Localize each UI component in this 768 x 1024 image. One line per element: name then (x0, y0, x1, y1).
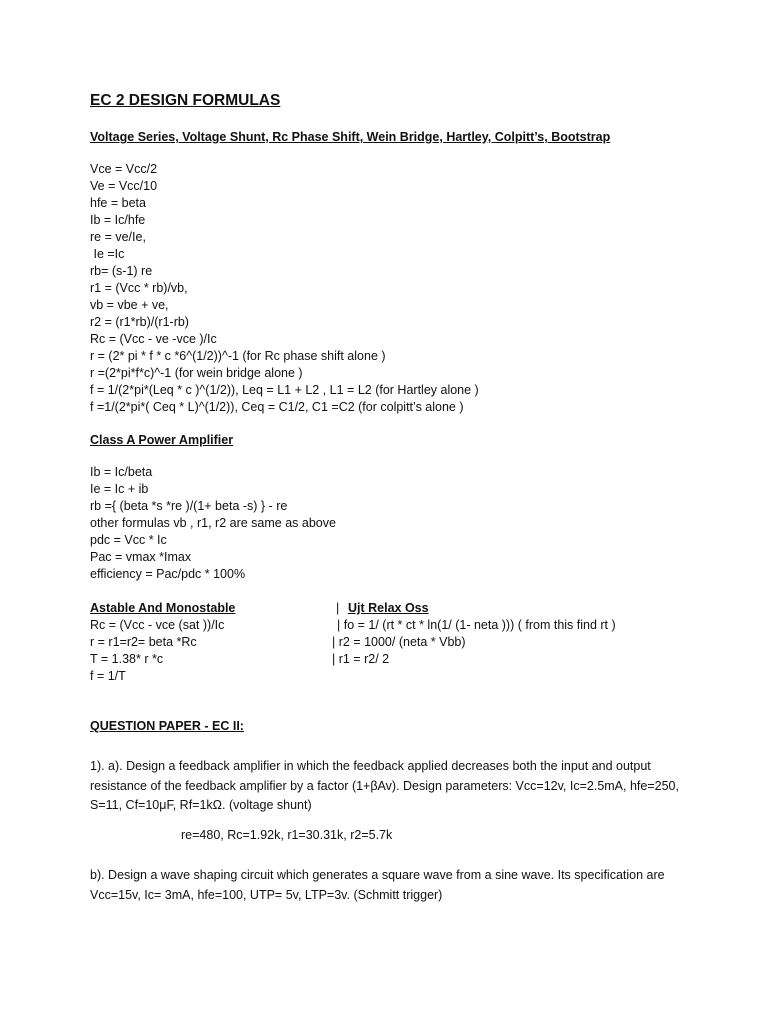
formula-line: rb= (s-1) re (90, 264, 153, 278)
formula-line: Vce = Vcc/2 (90, 162, 158, 176)
question-1a-answer: re=480, Rc=1.92k, r1=30.31k, r2=5.7k (181, 828, 393, 842)
formula-line: other formulas vb , r1, r2 are same as above (90, 516, 336, 530)
formula-line: r2 = (r1*rb)/(r1-rb) (90, 315, 189, 329)
formula-line: r =(2*pi*f*c)^-1 (for wein bridge alone ) (90, 366, 303, 380)
formula-line: Ib = Ic/hfe (90, 213, 146, 227)
formula-line: Ve = Vcc/10 (90, 179, 158, 193)
formula-line: rb ={ (beta *s *re )/(1+ beta -s) } - re (90, 499, 288, 513)
formula-line: | fo = 1/ (rt * ct * ln(1/ (1- neta ))) ( from this find rt ) (337, 618, 616, 632)
heading-separator: | (336, 601, 340, 615)
formula-line: efficiency = Pac/pdc * 100% (90, 567, 246, 581)
formula-line: f =1/(2*pi*( Ceq * L)^(1/2)), Ceq = C1/2, C1 =C2 (for colpitt’s alone ) (90, 400, 464, 414)
formula-line: hfe = beta (90, 196, 146, 210)
formula-line: | r2 = 1000/ (neta * Vbb) (332, 635, 466, 649)
question-1a: 1). a). Design a feedback amplifier in which the feedback applied decreases both the input and output resistance of the feedback amplifier by a factor (1+βAv). Design parameters: Vcc=12v, Ic=2.5mA, hfe=250, S=11, Cf=10μF, Rf=1kΩ. (voltage shunt) (90, 759, 679, 812)
formula-line: Ie =Ic (90, 247, 125, 261)
formula-line: Ie = Ic + ib (90, 482, 149, 496)
formula-line: re = ve/Ie, (90, 230, 146, 244)
formula-list-class-a (90, 464, 336, 583)
question-1b: b). Design a wave shaping circuit which generates a square wave from a sine wave. Its specification are Vcc=15v, Ic= 3mA, hfe=100, UTP= 5v, LTP=3v. (Schmitt trigger) (90, 868, 665, 902)
formula-line: pdc = Vcc * Ic (90, 533, 167, 547)
section-heading-astable: Astable And Monostable (90, 601, 236, 615)
formula-line: | r1 = r2/ 2 (332, 652, 390, 666)
formula-line: Pac = vmax *Imax (90, 550, 192, 564)
formula-line: r = (2* pi * f * c *6^(1/2))^-1 (for Rc phase shift alone ) (90, 349, 386, 363)
page-title: EC 2 DESIGN FORMULAS (90, 92, 281, 109)
formula-line: Ib = Ic/beta (90, 465, 153, 479)
section-heading-class-a: Class A Power Amplifier (90, 433, 234, 447)
formula-line: Rc = (Vcc - ve -vce )/Ic (90, 332, 217, 346)
section-heading-feedback: Voltage Series, Voltage Shunt, Rc Phase Shift, Wein Bridge, Hartley, Colpitt’s, Bootstrap (90, 130, 611, 144)
formula-list-astable (90, 617, 224, 685)
formula-line: vb = vbe + ve, (90, 298, 169, 312)
section-heading-question-paper: QUESTION PAPER - EC II: (90, 719, 244, 733)
formula-line: T = 1.38* r *c (90, 652, 164, 666)
formula-line: r = r1=r2= beta *Rc (90, 635, 197, 649)
formula-line: f = 1/T (90, 669, 126, 683)
formula-list-ujt (332, 617, 616, 668)
formula-line: r1 = (Vcc * rb)/vb, (90, 281, 188, 295)
section-heading-ujt: Ujt Relax Oss (348, 601, 429, 615)
formula-line: Rc = (Vcc - vce (sat ))/Ic (90, 618, 225, 632)
formula-list-feedback (90, 161, 479, 416)
formula-line: f = 1/(2*pi*(Leq * c )^(1/2)), Leq = L1 + L2 , L1 = L2 (for Hartley alone ) (90, 383, 479, 397)
